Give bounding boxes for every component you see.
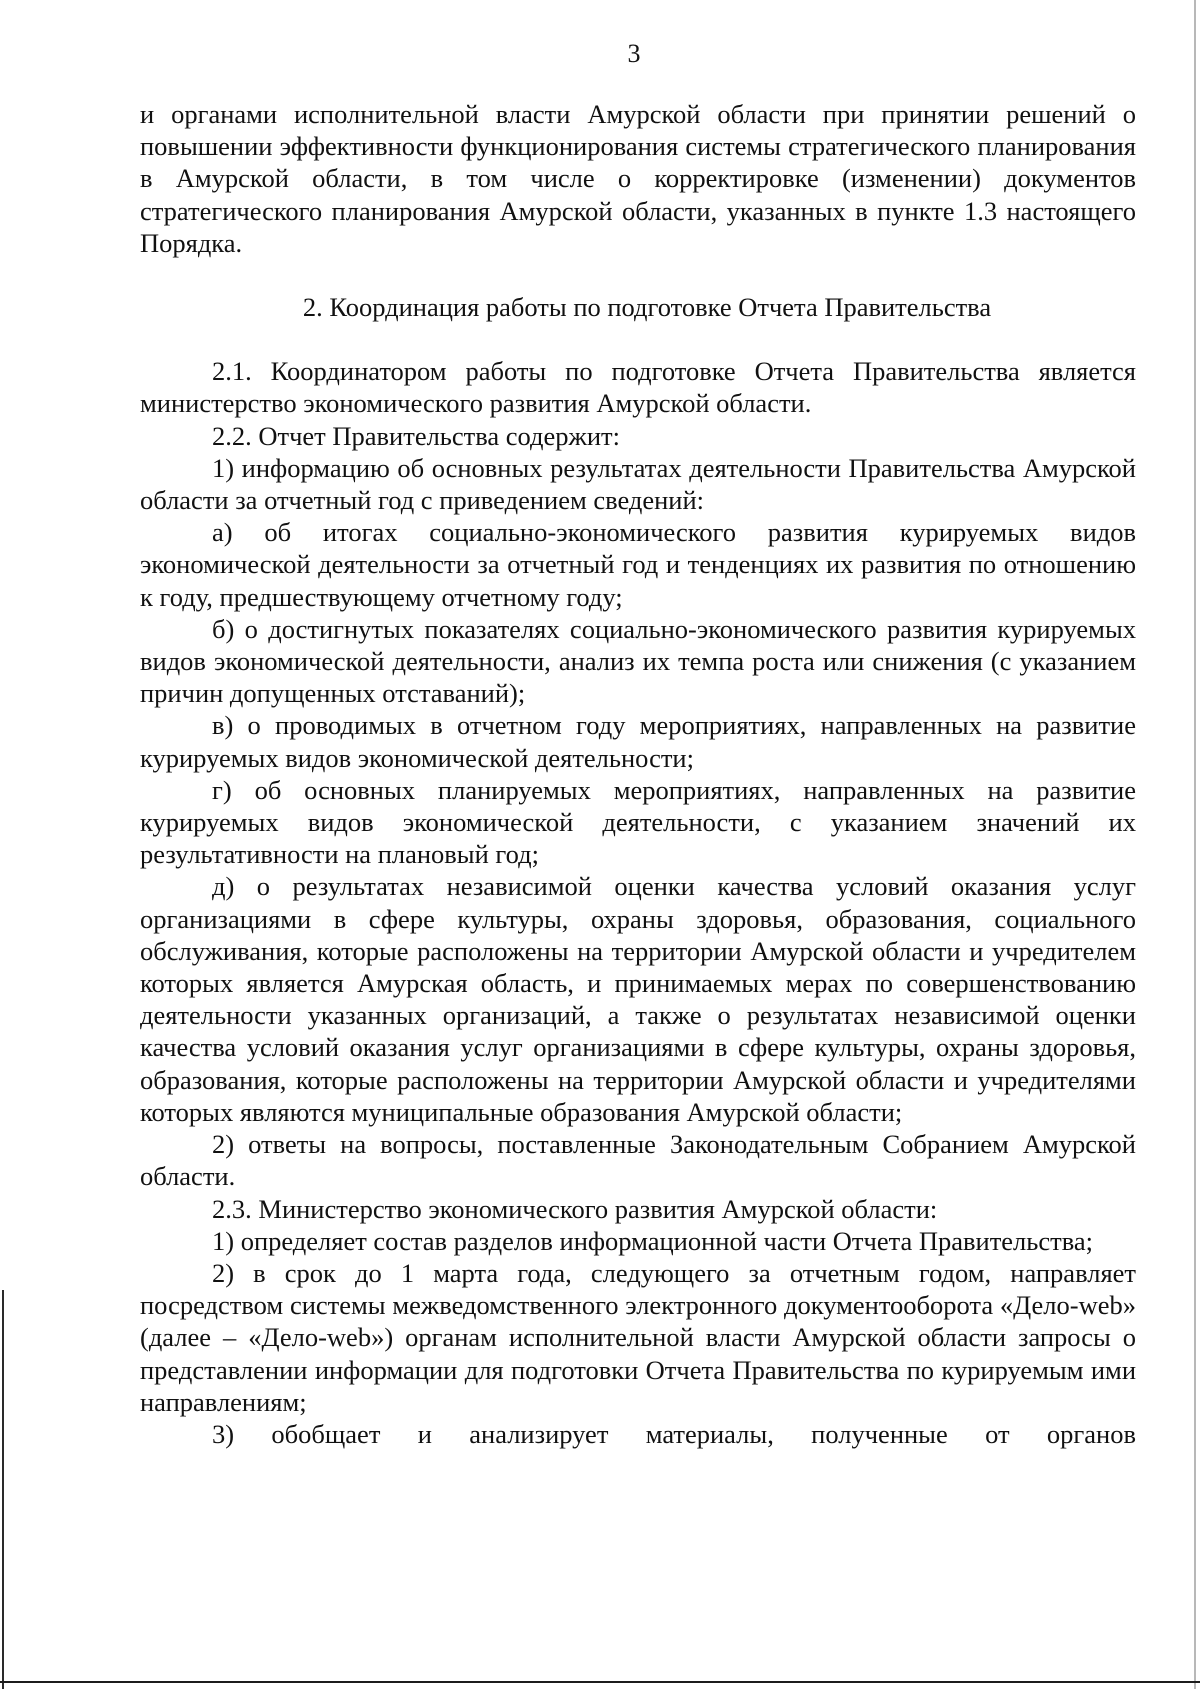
paragraph-2-3-2: 2) в срок до 1 марта года, следующего за отчетным годом, направляет посредством системы межведомственного электронного документооборота «Дело-web» (далее – «Дело-web») органам исполнительной власти Амурской области запросы о представлении информации для подготовки Отчета Правительства по курируемым ими направлениям; xyxy=(140,1257,1136,1417)
scan-edge-left xyxy=(2,1290,4,1689)
section-heading: 2. Координация работы по подготовке Отчета Правительства xyxy=(302,292,992,323)
paragraph-2-3-3: 3) обобщает и анализирует материалы, полученные от органов xyxy=(212,1418,1136,1449)
paragraph-2-2: 2.2. Отчет Правительства содержит: xyxy=(212,420,620,451)
paragraph-2-2-1: 1) информацию об основных результатах деятельности Правительства Амурской области за отчетный год с приведением сведений: xyxy=(140,452,1136,516)
paragraph-2-2-1-b: б) о достигнутых показателях социально-экономического развития курируемых видов экономической деятельности, анализ их темпа роста или снижения (с указанием причин допущенных отставаний); xyxy=(140,613,1136,709)
paragraph-2-2-2: 2) ответы на вопросы, поставленные Законодательным Собранием Амурской области. xyxy=(140,1129,1136,1192)
paragraph-2-2-1-d: д) о результатах независимой оценки качества условий оказания услуг организациями в сфере культуры, охраны здоровья, образования, социального обслуживания, которые расположены на территории Амурской области и учредителем которых является Амурская область, и принимаемых мерах по совершенствованию деятельности указанных организаций, а также о результатах независимой оценки качества условий оказания услуг организациями в сфере культуры, охраны здоровья, образования, которые расположены на территории Амурской области и учредителями которых являются муниципальные образования Амурской области; xyxy=(140,871,1136,1127)
paragraph-2-2-1-v: в) о проводимых в отчетном году мероприятиях, направленных на развитие курируемых видов экономической деятельности; xyxy=(140,710,1136,773)
document-body xyxy=(140,98,1136,1450)
paragraph-2-2-1-g: г) об основных планируемых мероприятиях, направленных на развитие курируемых видов экономической деятельности, с указанием значений их результативности на плановый год; xyxy=(140,774,1136,870)
scan-edge-bottom xyxy=(0,1681,1200,1683)
scan-edge-right xyxy=(1194,0,1196,1689)
page-number: 3 xyxy=(627,39,641,68)
paragraph-2-3-1: 1) определяет состав разделов информационной части Отчета Правительства; xyxy=(212,1225,1093,1256)
spacer xyxy=(140,323,1136,355)
paragraph-2-3: 2.3. Министерство экономического развития Амурской области: xyxy=(212,1193,938,1224)
paragraph-2-2-1-a: а) об итогах социально-экономического развития курируемых видов экономической деятельности за отчетный год и тенденциях их развития по отношению к году, предшествующему отчетному году; xyxy=(140,517,1136,612)
paragraph-intro: и органами исполнительной власти Амурской области при принятии решений о повышении эффективности функционирования системы стратегического планирования в Амурской области, в том числе о корректировке (изменении) документов стратегического планирования Амурской области, указанных в пункте 1.3 настоящего Порядка. xyxy=(140,99,1136,258)
paragraph-2-1: 2.1. Координатором работы по подготовке Отчета Правительства является министерство экономического развития Амурской области. xyxy=(140,356,1136,419)
spacer xyxy=(140,259,1136,291)
